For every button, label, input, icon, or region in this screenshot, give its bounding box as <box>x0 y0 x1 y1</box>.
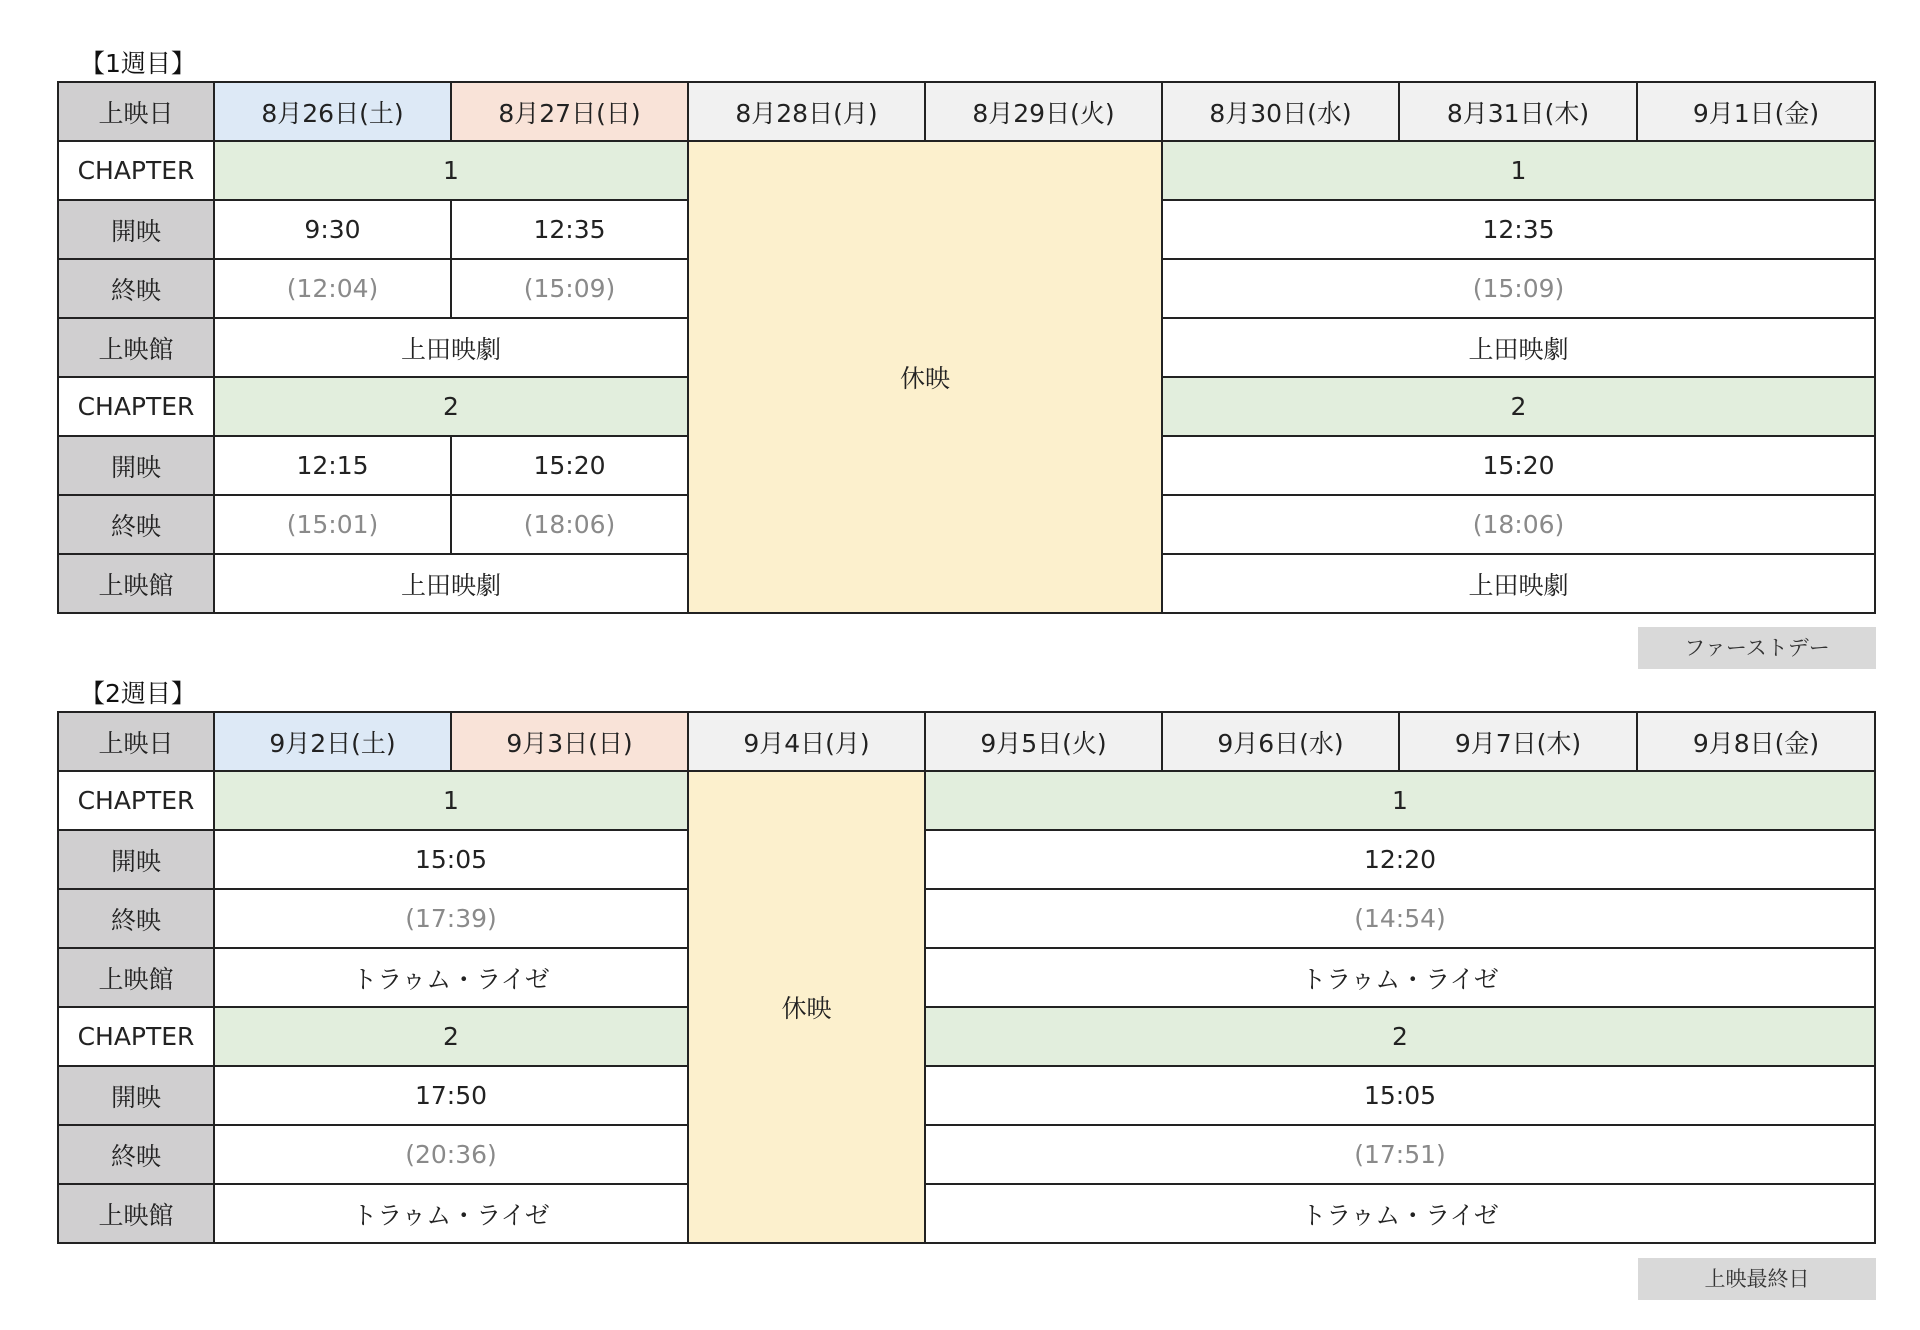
end-time-cell: (15:09) <box>451 259 688 318</box>
theater-cell: トラゥム・ライゼ <box>214 1184 688 1243</box>
first-day-note: ファーストデー <box>1638 627 1876 669</box>
theater-cell: トラゥム・ライゼ <box>925 1184 1875 1243</box>
start-label: 開映 <box>58 436 214 495</box>
end-time-cell: (17:51) <box>925 1125 1875 1184</box>
chapter-cell: 2 <box>1162 377 1875 436</box>
end-time-cell: (17:39) <box>214 889 688 948</box>
date-cell: 8月30日(水) <box>1162 82 1399 141</box>
chapter-cell: 2 <box>214 377 688 436</box>
table-row <box>58 1007 1875 1066</box>
week-2-schedule-table <box>57 711 1876 1244</box>
date-cell: 8月31日(木) <box>1399 82 1637 141</box>
start-time-cell: 17:50 <box>214 1066 688 1125</box>
header-label: 上映日 <box>58 712 214 771</box>
chapter-label: CHAPTER <box>58 377 214 436</box>
start-time-cell: 15:20 <box>451 436 688 495</box>
date-cell: 9月1日(金) <box>1637 82 1875 141</box>
table-row <box>58 82 1875 141</box>
end-label: 終映 <box>58 495 214 554</box>
chapter-cell: 2 <box>925 1007 1875 1066</box>
start-time-cell: 15:20 <box>1162 436 1875 495</box>
chapter-label: CHAPTER <box>58 141 214 200</box>
table-row <box>58 1066 1875 1125</box>
start-time-cell: 12:15 <box>214 436 451 495</box>
theater-cell: 上田映劇 <box>1162 554 1875 613</box>
chapter-label: CHAPTER <box>58 771 214 830</box>
last-day-note: 上映最終日 <box>1638 1258 1876 1300</box>
start-time-cell: 12:35 <box>451 200 688 259</box>
date-cell: 9月8日(金) <box>1637 712 1875 771</box>
end-label: 終映 <box>58 259 214 318</box>
end-label: 終映 <box>58 889 214 948</box>
start-time-cell: 15:05 <box>925 1066 1875 1125</box>
closed-cell: 休映 <box>688 771 925 1243</box>
date-cell: 9月4日(月) <box>688 712 925 771</box>
start-time-cell: 12:35 <box>1162 200 1875 259</box>
theater-label: 上映館 <box>58 554 214 613</box>
start-label: 開映 <box>58 200 214 259</box>
date-cell: 9月5日(火) <box>925 712 1162 771</box>
theater-cell: トラゥム・ライゼ <box>925 948 1875 1007</box>
table-row <box>58 889 1875 948</box>
table-row <box>58 948 1875 1007</box>
chapter-cell: 1 <box>214 141 688 200</box>
table-row <box>58 1184 1875 1243</box>
closed-cell: 休映 <box>688 141 1162 613</box>
start-label: 開映 <box>58 830 214 889</box>
theater-label: 上映館 <box>58 948 214 1007</box>
end-time-cell: (18:06) <box>1162 495 1875 554</box>
theater-cell: 上田映劇 <box>1162 318 1875 377</box>
end-time-cell: (15:09) <box>1162 259 1875 318</box>
start-time-cell: 15:05 <box>214 830 688 889</box>
week-1-schedule-table <box>57 81 1876 614</box>
date-cell: 9月6日(水) <box>1162 712 1399 771</box>
start-time-cell: 12:20 <box>925 830 1875 889</box>
header-label: 上映日 <box>58 82 214 141</box>
date-cell: 9月3日(日) <box>451 712 688 771</box>
date-cell: 9月7日(木) <box>1399 712 1637 771</box>
chapter-label: CHAPTER <box>58 1007 214 1066</box>
end-time-cell: (20:36) <box>214 1125 688 1184</box>
chapter-cell: 1 <box>925 771 1875 830</box>
date-cell: 8月27日(日) <box>451 82 688 141</box>
week-2-title: 【2週目】 <box>80 679 196 708</box>
table-row <box>58 712 1875 771</box>
theater-label: 上映館 <box>58 318 214 377</box>
end-label: 終映 <box>58 1125 214 1184</box>
date-cell: 8月26日(土) <box>214 82 451 141</box>
theater-label: 上映館 <box>58 1184 214 1243</box>
table-row <box>58 771 1875 830</box>
end-time-cell: (14:54) <box>925 889 1875 948</box>
week-1-title: 【1週目】 <box>80 49 196 78</box>
start-time-cell: 9:30 <box>214 200 451 259</box>
theater-cell: 上田映劇 <box>214 318 688 377</box>
theater-cell: トラゥム・ライゼ <box>214 948 688 1007</box>
table-row <box>58 1125 1875 1184</box>
theater-cell: 上田映劇 <box>214 554 688 613</box>
chapter-cell: 1 <box>214 771 688 830</box>
start-label: 開映 <box>58 1066 214 1125</box>
date-cell: 8月29日(火) <box>925 82 1162 141</box>
end-time-cell: (12:04) <box>214 259 451 318</box>
end-time-cell: (15:01) <box>214 495 451 554</box>
table-row <box>58 141 1875 200</box>
date-cell: 8月28日(月) <box>688 82 925 141</box>
date-cell: 9月2日(土) <box>214 712 451 771</box>
chapter-cell: 2 <box>214 1007 688 1066</box>
chapter-cell: 1 <box>1162 141 1875 200</box>
table-row <box>58 830 1875 889</box>
end-time-cell: (18:06) <box>451 495 688 554</box>
